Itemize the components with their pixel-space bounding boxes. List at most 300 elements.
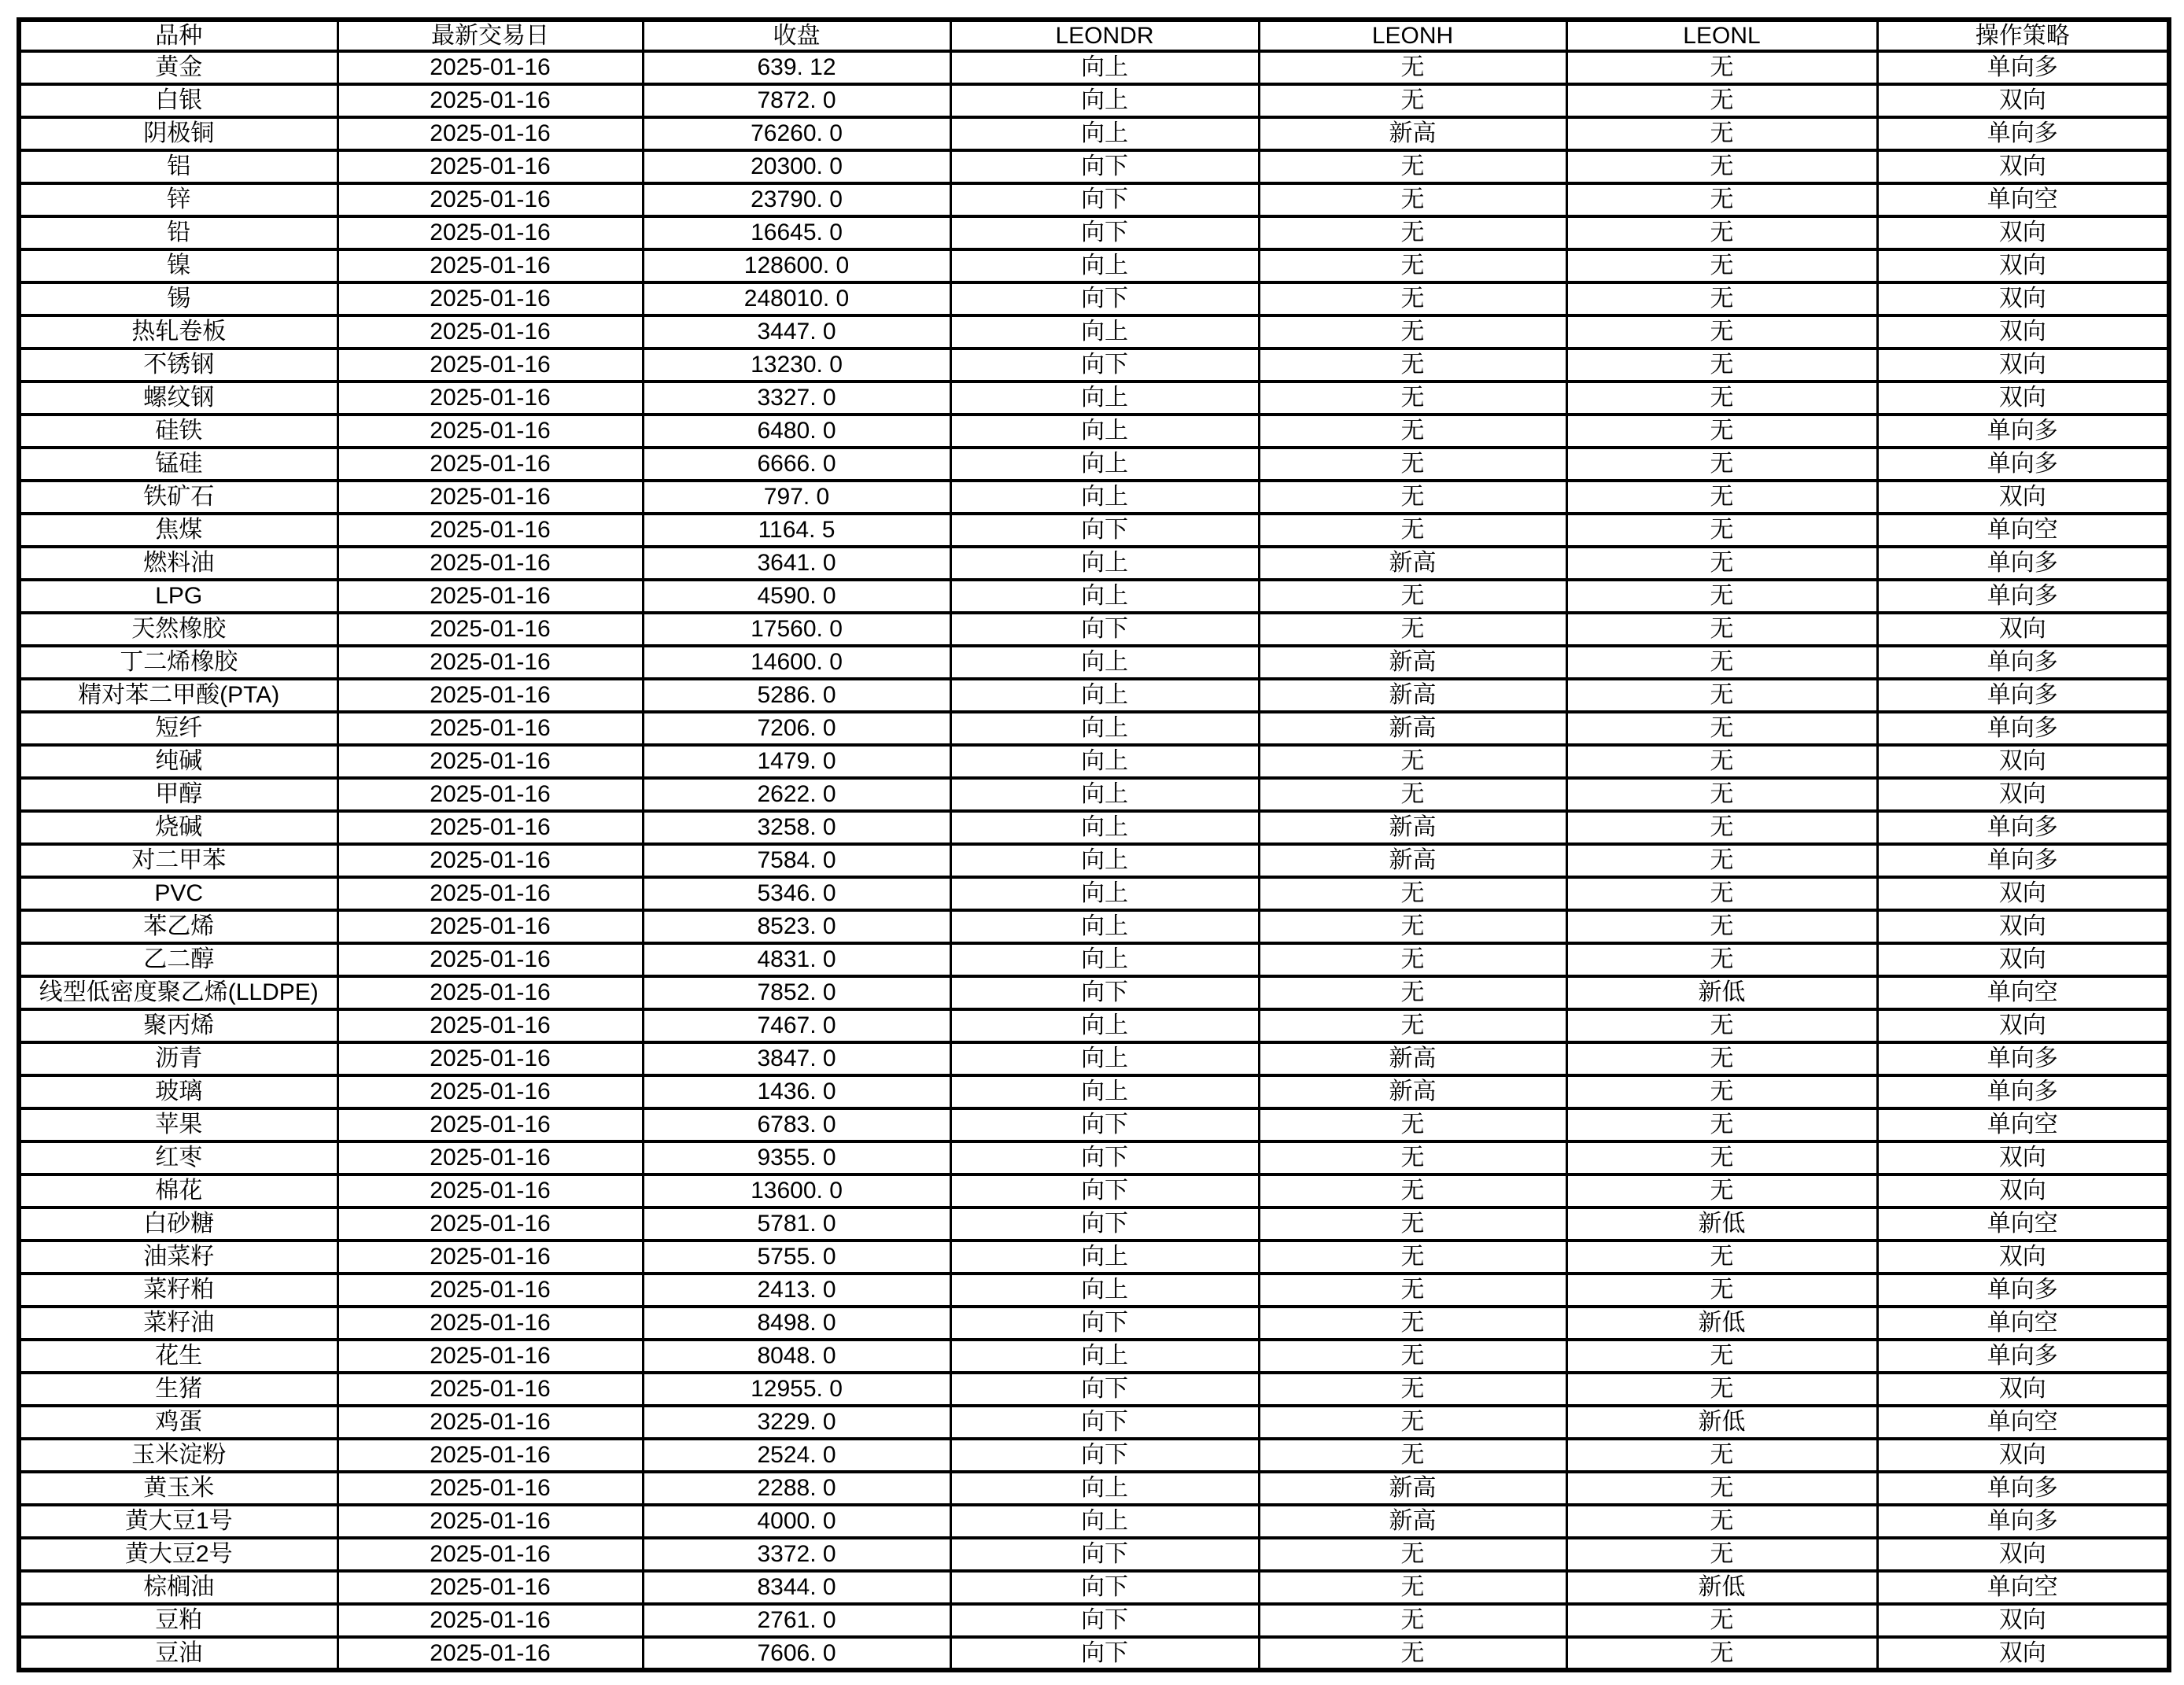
cell-variety: 豆粕 (19, 1604, 338, 1637)
cell-leonh: 无 (1259, 216, 1566, 249)
cell-leonh: 无 (1259, 1604, 1566, 1637)
cell-leonh: 无 (1259, 1637, 1566, 1670)
cell-close: 7852. 0 (643, 976, 950, 1009)
cell-leonl: 无 (1566, 811, 1877, 844)
cell-trade-date: 2025-01-16 (338, 315, 643, 348)
cell-trade-date: 2025-01-16 (338, 679, 643, 712)
cell-leondr: 向上 (950, 877, 1259, 910)
table-row (19, 1538, 2169, 1571)
cell-leonh: 无 (1259, 382, 1566, 415)
cell-leonh: 新高 (1259, 712, 1566, 745)
cell-leondr: 向上 (950, 1340, 1259, 1373)
cell-leonl: 无 (1566, 84, 1877, 117)
cell-leondr: 向下 (950, 1373, 1259, 1406)
table-row (19, 1208, 2169, 1241)
cell-leonh: 无 (1259, 613, 1566, 646)
cell-strategy: 单向多 (1877, 415, 2169, 448)
cell-strategy: 单向多 (1877, 1042, 2169, 1075)
cell-strategy: 单向空 (1877, 1208, 2169, 1241)
cell-close: 2524. 0 (643, 1439, 950, 1472)
cell-leondr: 向上 (950, 679, 1259, 712)
cell-close: 5755. 0 (643, 1241, 950, 1274)
cell-leonh: 无 (1259, 877, 1566, 910)
cell-close: 7584. 0 (643, 844, 950, 877)
cell-strategy: 单向多 (1877, 1075, 2169, 1108)
cell-strategy: 单向空 (1877, 976, 2169, 1009)
table-row (19, 943, 2169, 976)
cell-trade-date: 2025-01-16 (338, 150, 643, 183)
table-row (19, 910, 2169, 943)
cell-close: 2413. 0 (643, 1274, 950, 1307)
cell-trade-date: 2025-01-16 (338, 448, 643, 481)
cell-strategy: 双向 (1877, 1538, 2169, 1571)
cell-strategy: 双向 (1877, 778, 2169, 811)
cell-close: 76260. 0 (643, 117, 950, 150)
cell-leonh: 新高 (1259, 1075, 1566, 1108)
cell-leonl: 无 (1566, 1604, 1877, 1637)
table-row (19, 1505, 2169, 1538)
cell-trade-date: 2025-01-16 (338, 1108, 643, 1141)
cell-leonl: 无 (1566, 481, 1877, 514)
cell-close: 128600. 0 (643, 249, 950, 282)
table-row (19, 216, 2169, 249)
cell-leondr: 向上 (950, 1241, 1259, 1274)
cell-trade-date: 2025-01-16 (338, 1571, 643, 1604)
table-row (19, 613, 2169, 646)
table-row (19, 1307, 2169, 1340)
cell-leondr: 向下 (950, 1406, 1259, 1439)
cell-variety: 玉米淀粉 (19, 1439, 338, 1472)
cell-leonh: 无 (1259, 249, 1566, 282)
cell-close: 8498. 0 (643, 1307, 950, 1340)
cell-variety: 白银 (19, 84, 338, 117)
cell-variety: 黄玉米 (19, 1472, 338, 1505)
cell-trade-date: 2025-01-16 (338, 1241, 643, 1274)
cell-leondr: 向下 (950, 1538, 1259, 1571)
cell-variety: 铝 (19, 150, 338, 183)
cell-leonl: 无 (1566, 877, 1877, 910)
cell-variety: 热轧卷板 (19, 315, 338, 348)
cell-variety: 对二甲苯 (19, 844, 338, 877)
table-row (19, 1241, 2169, 1274)
cell-leondr: 向上 (950, 481, 1259, 514)
cell-trade-date: 2025-01-16 (338, 745, 643, 778)
cell-variety: 鸡蛋 (19, 1406, 338, 1439)
cell-leonl: 无 (1566, 613, 1877, 646)
cell-close: 13230. 0 (643, 348, 950, 382)
cell-leonl: 无 (1566, 415, 1877, 448)
cell-leonh: 无 (1259, 183, 1566, 216)
cell-trade-date: 2025-01-16 (338, 910, 643, 943)
table-row (19, 1637, 2169, 1670)
cell-leonh: 无 (1259, 51, 1566, 84)
cell-close: 13600. 0 (643, 1174, 950, 1208)
cell-strategy: 单向多 (1877, 1274, 2169, 1307)
cell-leondr: 向上 (950, 844, 1259, 877)
cell-leonh: 无 (1259, 448, 1566, 481)
cell-leonh: 无 (1259, 910, 1566, 943)
cell-leondr: 向下 (950, 976, 1259, 1009)
table-row (19, 1472, 2169, 1505)
cell-variety: 棕榈油 (19, 1571, 338, 1604)
cell-trade-date: 2025-01-16 (338, 1307, 643, 1340)
cell-leonh: 无 (1259, 778, 1566, 811)
cell-variety: 花生 (19, 1340, 338, 1373)
cell-close: 3327. 0 (643, 382, 950, 415)
cell-variety: 菜籽粕 (19, 1274, 338, 1307)
cell-leondr: 向上 (950, 580, 1259, 613)
cell-leonl: 无 (1566, 1141, 1877, 1174)
table-row (19, 745, 2169, 778)
cell-trade-date: 2025-01-16 (338, 514, 643, 547)
cell-variety: 甲醇 (19, 778, 338, 811)
cell-leonl: 无 (1566, 679, 1877, 712)
cell-variety: 红枣 (19, 1141, 338, 1174)
cell-leondr: 向下 (950, 150, 1259, 183)
cell-trade-date: 2025-01-16 (338, 1604, 643, 1637)
cell-strategy: 单向空 (1877, 1307, 2169, 1340)
cell-leonl: 新低 (1566, 1406, 1877, 1439)
column-header-5: LEONL (1566, 20, 1877, 51)
cell-leondr: 向上 (950, 415, 1259, 448)
cell-close: 8344. 0 (643, 1571, 950, 1604)
cell-leondr: 向下 (950, 1108, 1259, 1141)
cell-leonl: 无 (1566, 448, 1877, 481)
cell-strategy: 单向空 (1877, 514, 2169, 547)
table-row (19, 481, 2169, 514)
cell-variety: 棉花 (19, 1174, 338, 1208)
column-header-4: LEONH (1259, 20, 1566, 51)
cell-leonh: 无 (1259, 1108, 1566, 1141)
cell-leonl: 新低 (1566, 1307, 1877, 1340)
cell-strategy: 双向 (1877, 348, 2169, 382)
table-row (19, 1141, 2169, 1174)
cell-close: 23790. 0 (643, 183, 950, 216)
cell-leonl: 无 (1566, 216, 1877, 249)
table-row (19, 1274, 2169, 1307)
cell-close: 8048. 0 (643, 1340, 950, 1373)
cell-variety: 天然橡胶 (19, 613, 338, 646)
cell-trade-date: 2025-01-16 (338, 348, 643, 382)
cell-leondr: 向上 (950, 1274, 1259, 1307)
table-row (19, 249, 2169, 282)
cell-variety: 菜籽油 (19, 1307, 338, 1340)
cell-leonl: 无 (1566, 1373, 1877, 1406)
table-row (19, 646, 2169, 679)
cell-strategy: 双向 (1877, 315, 2169, 348)
cell-leonh: 无 (1259, 1439, 1566, 1472)
cell-trade-date: 2025-01-16 (338, 216, 643, 249)
cell-leonh: 无 (1259, 282, 1566, 315)
cell-leonl: 无 (1566, 348, 1877, 382)
column-header-6: 操作策略 (1877, 20, 2169, 51)
cell-variety: 不锈钢 (19, 348, 338, 382)
cell-strategy: 双向 (1877, 1141, 2169, 1174)
cell-leonh: 新高 (1259, 1472, 1566, 1505)
cell-variety: 生猪 (19, 1373, 338, 1406)
cell-variety: 线型低密度聚乙烯(LLDPE) (19, 976, 338, 1009)
cell-leonl: 无 (1566, 1174, 1877, 1208)
cell-leonl: 无 (1566, 282, 1877, 315)
cell-leondr: 向上 (950, 1042, 1259, 1075)
cell-trade-date: 2025-01-16 (338, 877, 643, 910)
cell-close: 17560. 0 (643, 613, 950, 646)
cell-trade-date: 2025-01-16 (338, 712, 643, 745)
cell-variety: 油菜籽 (19, 1241, 338, 1274)
cell-trade-date: 2025-01-16 (338, 1373, 643, 1406)
cell-variety: 丁二烯橡胶 (19, 646, 338, 679)
cell-leonh: 无 (1259, 1174, 1566, 1208)
table-row (19, 382, 2169, 415)
table-row (19, 448, 2169, 481)
column-header-1: 最新交易日 (338, 20, 643, 51)
cell-leonl: 无 (1566, 1042, 1877, 1075)
cell-close: 639. 12 (643, 51, 950, 84)
cell-close: 4590. 0 (643, 580, 950, 613)
table-row (19, 1439, 2169, 1472)
cell-leonh: 无 (1259, 1406, 1566, 1439)
cell-close: 3258. 0 (643, 811, 950, 844)
table-row (19, 1009, 2169, 1042)
table-row (19, 315, 2169, 348)
cell-leondr: 向上 (950, 646, 1259, 679)
cell-variety: 纯碱 (19, 745, 338, 778)
cell-leonh: 新高 (1259, 811, 1566, 844)
cell-trade-date: 2025-01-16 (338, 811, 643, 844)
cell-variety: 镍 (19, 249, 338, 282)
cell-leonh: 无 (1259, 84, 1566, 117)
cell-variety: 锰硅 (19, 448, 338, 481)
cell-leonl: 无 (1566, 547, 1877, 580)
cell-close: 6783. 0 (643, 1108, 950, 1141)
cell-strategy: 双向 (1877, 910, 2169, 943)
cell-variety: 锌 (19, 183, 338, 216)
cell-strategy: 双向 (1877, 150, 2169, 183)
cell-variety: 锡 (19, 282, 338, 315)
cell-strategy: 双向 (1877, 1174, 2169, 1208)
cell-leonh: 无 (1259, 1274, 1566, 1307)
cell-leonh: 无 (1259, 1538, 1566, 1571)
cell-leonh: 无 (1259, 745, 1566, 778)
cell-strategy: 双向 (1877, 382, 2169, 415)
cell-close: 2761. 0 (643, 1604, 950, 1637)
cell-trade-date: 2025-01-16 (338, 976, 643, 1009)
cell-strategy: 单向空 (1877, 1108, 2169, 1141)
cell-leondr: 向下 (950, 1439, 1259, 1472)
cell-variety: 豆油 (19, 1637, 338, 1670)
cell-close: 2622. 0 (643, 778, 950, 811)
cell-leondr: 向下 (950, 1571, 1259, 1604)
cell-variety: PVC (19, 877, 338, 910)
cell-leonl: 无 (1566, 1439, 1877, 1472)
cell-leonh: 新高 (1259, 117, 1566, 150)
cell-leondr: 向上 (950, 811, 1259, 844)
cell-strategy: 双向 (1877, 1604, 2169, 1637)
cell-close: 12955. 0 (643, 1373, 950, 1406)
table-row (19, 150, 2169, 183)
cell-close: 20300. 0 (643, 150, 950, 183)
cell-close: 1164. 5 (643, 514, 950, 547)
cell-close: 6666. 0 (643, 448, 950, 481)
table-body (19, 51, 2169, 1670)
cell-strategy: 双向 (1877, 1009, 2169, 1042)
cell-trade-date: 2025-01-16 (338, 778, 643, 811)
cell-leonl: 无 (1566, 646, 1877, 679)
cell-leondr: 向上 (950, 910, 1259, 943)
cell-leondr: 向上 (950, 84, 1259, 117)
cell-close: 3447. 0 (643, 315, 950, 348)
cell-leonh: 无 (1259, 150, 1566, 183)
table-row (19, 1042, 2169, 1075)
cell-close: 3372. 0 (643, 1538, 950, 1571)
cell-strategy: 单向多 (1877, 679, 2169, 712)
table-row (19, 1604, 2169, 1637)
cell-close: 14600. 0 (643, 646, 950, 679)
cell-close: 3229. 0 (643, 1406, 950, 1439)
cell-variety: 烧碱 (19, 811, 338, 844)
table-row (19, 348, 2169, 382)
table-row (19, 1108, 2169, 1141)
cell-leonl: 无 (1566, 1241, 1877, 1274)
cell-strategy: 双向 (1877, 1241, 2169, 1274)
cell-strategy: 单向多 (1877, 448, 2169, 481)
cell-leondr: 向下 (950, 1604, 1259, 1637)
cell-close: 7606. 0 (643, 1637, 950, 1670)
cell-strategy: 单向多 (1877, 844, 2169, 877)
cell-leondr: 向上 (950, 1505, 1259, 1538)
cell-leonl: 新低 (1566, 976, 1877, 1009)
table-row (19, 117, 2169, 150)
cell-trade-date: 2025-01-16 (338, 117, 643, 150)
table-row (19, 1406, 2169, 1439)
cell-leondr: 向上 (950, 1075, 1259, 1108)
cell-leonl: 无 (1566, 778, 1877, 811)
cell-strategy: 单向多 (1877, 51, 2169, 84)
cell-leonl: 无 (1566, 745, 1877, 778)
table-row (19, 51, 2169, 84)
cell-leonl: 无 (1566, 844, 1877, 877)
cell-leonh: 新高 (1259, 679, 1566, 712)
table-row (19, 547, 2169, 580)
table-row (19, 282, 2169, 315)
cell-leonl: 无 (1566, 1637, 1877, 1670)
cell-strategy: 单向空 (1877, 1406, 2169, 1439)
cell-leonl: 无 (1566, 249, 1877, 282)
cell-leondr: 向上 (950, 448, 1259, 481)
cell-leondr: 向上 (950, 249, 1259, 282)
cell-close: 1479. 0 (643, 745, 950, 778)
cell-leondr: 向上 (950, 778, 1259, 811)
cell-leondr: 向下 (950, 1141, 1259, 1174)
cell-variety: 白砂糖 (19, 1208, 338, 1241)
cell-strategy: 单向空 (1877, 1571, 2169, 1604)
cell-close: 248010. 0 (643, 282, 950, 315)
table-row (19, 811, 2169, 844)
cell-trade-date: 2025-01-16 (338, 481, 643, 514)
cell-trade-date: 2025-01-16 (338, 547, 643, 580)
cell-leonl: 无 (1566, 1075, 1877, 1108)
cell-leonl: 无 (1566, 1472, 1877, 1505)
cell-variety: 精对苯二甲酸(PTA) (19, 679, 338, 712)
cell-close: 5346. 0 (643, 877, 950, 910)
cell-variety: LPG (19, 580, 338, 613)
cell-variety: 燃料油 (19, 547, 338, 580)
cell-leondr: 向下 (950, 514, 1259, 547)
cell-variety: 苹果 (19, 1108, 338, 1141)
cell-trade-date: 2025-01-16 (338, 580, 643, 613)
commodity-strategy-table (17, 17, 2171, 1672)
cell-leondr: 向下 (950, 216, 1259, 249)
cell-trade-date: 2025-01-16 (338, 183, 643, 216)
cell-close: 7872. 0 (643, 84, 950, 117)
cell-close: 4831. 0 (643, 943, 950, 976)
cell-leondr: 向上 (950, 943, 1259, 976)
cell-close: 5781. 0 (643, 1208, 950, 1241)
cell-strategy: 单向多 (1877, 1505, 2169, 1538)
cell-leondr: 向下 (950, 183, 1259, 216)
cell-trade-date: 2025-01-16 (338, 1406, 643, 1439)
cell-close: 7206. 0 (643, 712, 950, 745)
cell-leonh: 无 (1259, 514, 1566, 547)
cell-leondr: 向下 (950, 1307, 1259, 1340)
cell-leonl: 新低 (1566, 1208, 1877, 1241)
cell-leondr: 向上 (950, 745, 1259, 778)
table-row (19, 976, 2169, 1009)
cell-variety: 黄金 (19, 51, 338, 84)
table-row (19, 712, 2169, 745)
cell-variety: 硅铁 (19, 415, 338, 448)
cell-leonh: 无 (1259, 1009, 1566, 1042)
cell-trade-date: 2025-01-16 (338, 1141, 643, 1174)
cell-leondr: 向上 (950, 1009, 1259, 1042)
cell-close: 9355. 0 (643, 1141, 950, 1174)
cell-strategy: 单向多 (1877, 1472, 2169, 1505)
cell-close: 2288. 0 (643, 1472, 950, 1505)
cell-leonl: 无 (1566, 1505, 1877, 1538)
cell-leonl: 无 (1566, 117, 1877, 150)
cell-leonl: 无 (1566, 712, 1877, 745)
cell-strategy: 双向 (1877, 481, 2169, 514)
cell-variety: 苯乙烯 (19, 910, 338, 943)
cell-strategy: 双向 (1877, 84, 2169, 117)
table-row (19, 1340, 2169, 1373)
cell-trade-date: 2025-01-16 (338, 1472, 643, 1505)
cell-strategy: 单向多 (1877, 811, 2169, 844)
cell-leondr: 向上 (950, 1472, 1259, 1505)
cell-strategy: 双向 (1877, 249, 2169, 282)
cell-trade-date: 2025-01-16 (338, 382, 643, 415)
cell-close: 7467. 0 (643, 1009, 950, 1042)
cell-leondr: 向上 (950, 315, 1259, 348)
cell-leonl: 无 (1566, 580, 1877, 613)
cell-leonh: 新高 (1259, 547, 1566, 580)
cell-strategy: 双向 (1877, 745, 2169, 778)
cell-leondr: 向上 (950, 382, 1259, 415)
cell-trade-date: 2025-01-16 (338, 1075, 643, 1108)
cell-variety: 黄大豆2号 (19, 1538, 338, 1571)
cell-leonh: 无 (1259, 1141, 1566, 1174)
cell-leonh: 无 (1259, 1241, 1566, 1274)
cell-leonh: 新高 (1259, 1042, 1566, 1075)
cell-trade-date: 2025-01-16 (338, 1042, 643, 1075)
cell-leondr: 向下 (950, 1174, 1259, 1208)
column-header-3: LEONDR (950, 20, 1259, 51)
cell-leonh: 无 (1259, 315, 1566, 348)
cell-leonl: 无 (1566, 1274, 1877, 1307)
cell-trade-date: 2025-01-16 (338, 1439, 643, 1472)
cell-leonl: 无 (1566, 1009, 1877, 1042)
cell-variety: 短纤 (19, 712, 338, 745)
